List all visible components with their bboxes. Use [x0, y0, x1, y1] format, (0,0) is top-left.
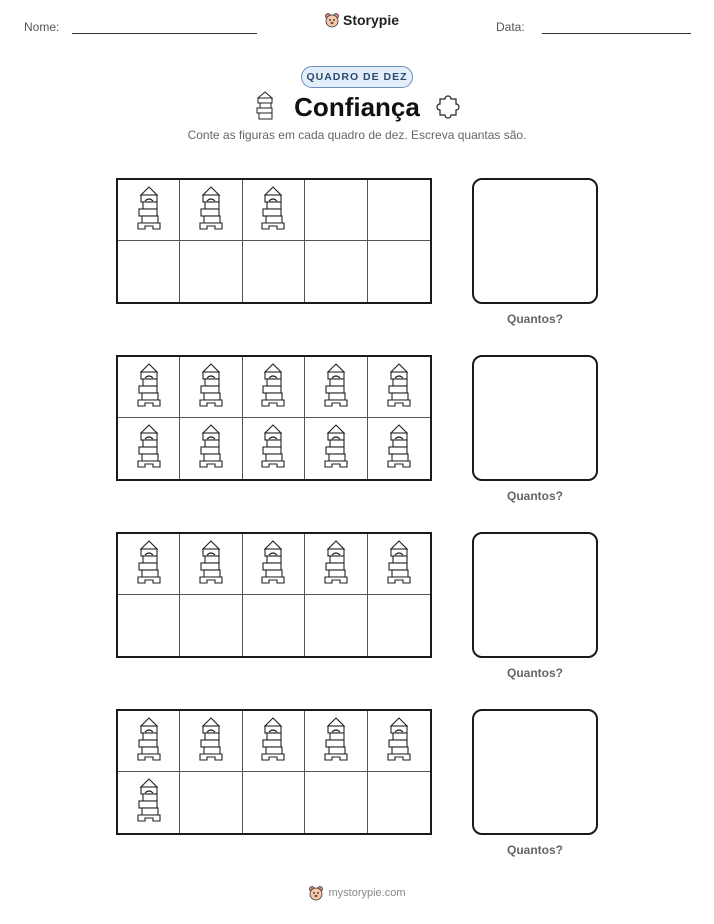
frame-cell	[243, 357, 305, 418]
frame-cell	[118, 595, 180, 656]
date-write-line[interactable]	[542, 33, 691, 34]
name-label: Nome:	[24, 20, 60, 34]
frame-cell	[243, 595, 305, 656]
frame-cell	[368, 772, 430, 833]
block-tower-icon	[258, 716, 288, 767]
frame-cell	[243, 241, 305, 302]
frame-cell	[368, 534, 430, 595]
ten-frame-3	[116, 532, 432, 658]
block-tower-icon	[196, 716, 226, 767]
block-tower-icon	[134, 539, 164, 590]
ten-frame-1	[116, 178, 432, 304]
block-tower-icon	[384, 423, 414, 474]
date-label: Data:	[496, 20, 525, 34]
frame-cell	[305, 772, 367, 833]
frame-cell	[180, 357, 242, 418]
bear-mascot-icon	[324, 12, 340, 28]
block-tower-icon	[134, 423, 164, 474]
frame-cell	[118, 534, 180, 595]
block-tower-icon	[134, 716, 164, 767]
frame-cell	[118, 180, 180, 241]
block-tower-icon	[196, 539, 226, 590]
bear-mascot-icon	[308, 885, 324, 901]
frame-cell	[305, 180, 367, 241]
frame-cell	[180, 241, 242, 302]
instructions: Conte as figuras em cada quadro de dez. Escreva quantas são.	[187, 128, 527, 142]
frame-cell	[368, 241, 430, 302]
answer-box-4[interactable]	[472, 709, 598, 835]
frame-cell	[180, 180, 242, 241]
ten-frame-4	[116, 709, 432, 835]
question-label-4: Quantos?	[507, 843, 563, 857]
block-tower-icon	[321, 716, 351, 767]
frame-cell	[180, 711, 242, 772]
frame-cell	[305, 418, 367, 479]
frame-cell	[368, 711, 430, 772]
worksheet-type-badge: QUADRO DE DEZ	[301, 66, 413, 88]
answer-box-1[interactable]	[472, 178, 598, 304]
question-label-3: Quantos?	[507, 666, 563, 680]
frame-cell	[368, 595, 430, 656]
block-tower-icon	[384, 716, 414, 767]
answer-box-3[interactable]	[472, 532, 598, 658]
frame-cell	[243, 772, 305, 833]
frame-cell	[368, 180, 430, 241]
brand-name: Storypie	[343, 12, 400, 28]
frame-cell	[243, 180, 305, 241]
frame-cell	[118, 357, 180, 418]
block-tower-icon	[258, 362, 288, 413]
block-tower-icon	[196, 423, 226, 474]
frame-cell	[305, 534, 367, 595]
block-tower-icon	[134, 185, 164, 236]
block-tower-icon	[196, 185, 226, 236]
puzzle-piece-icon	[436, 93, 462, 121]
question-label-1: Quantos?	[507, 312, 563, 326]
frame-cell	[368, 418, 430, 479]
block-tower-icon	[321, 362, 351, 413]
frame-cell	[305, 357, 367, 418]
block-tower-icon	[258, 423, 288, 474]
block-tower-icon	[258, 185, 288, 236]
frame-cell	[180, 418, 242, 479]
frame-cell	[118, 418, 180, 479]
block-tower-icon	[384, 362, 414, 413]
block-tower-icon	[134, 777, 164, 828]
frame-cell	[243, 418, 305, 479]
frame-cell	[118, 772, 180, 833]
frame-cell	[305, 711, 367, 772]
page-title: Confiança	[294, 92, 420, 122]
ten-frame-2	[116, 355, 432, 481]
frame-cell	[180, 772, 242, 833]
frame-cell	[180, 595, 242, 656]
frame-cell	[305, 241, 367, 302]
footer-url: mystorypie.com	[328, 887, 406, 899]
block-tower-icon	[258, 539, 288, 590]
block-tower-icon	[321, 423, 351, 474]
block-tower-icon	[134, 362, 164, 413]
frame-cell	[368, 357, 430, 418]
frame-cell	[118, 711, 180, 772]
block-tower-icon	[196, 362, 226, 413]
frame-cell	[180, 534, 242, 595]
frame-cell	[243, 534, 305, 595]
frame-cell	[305, 595, 367, 656]
frame-cell	[243, 711, 305, 772]
answer-box-2[interactable]	[472, 355, 598, 481]
block-tower-icon	[384, 539, 414, 590]
brand-logo	[324, 12, 399, 28]
footer	[0, 885, 714, 901]
block-tower-icon	[321, 539, 351, 590]
question-label-2: Quantos?	[507, 489, 563, 503]
frame-cell	[118, 241, 180, 302]
name-write-line[interactable]	[72, 33, 257, 34]
